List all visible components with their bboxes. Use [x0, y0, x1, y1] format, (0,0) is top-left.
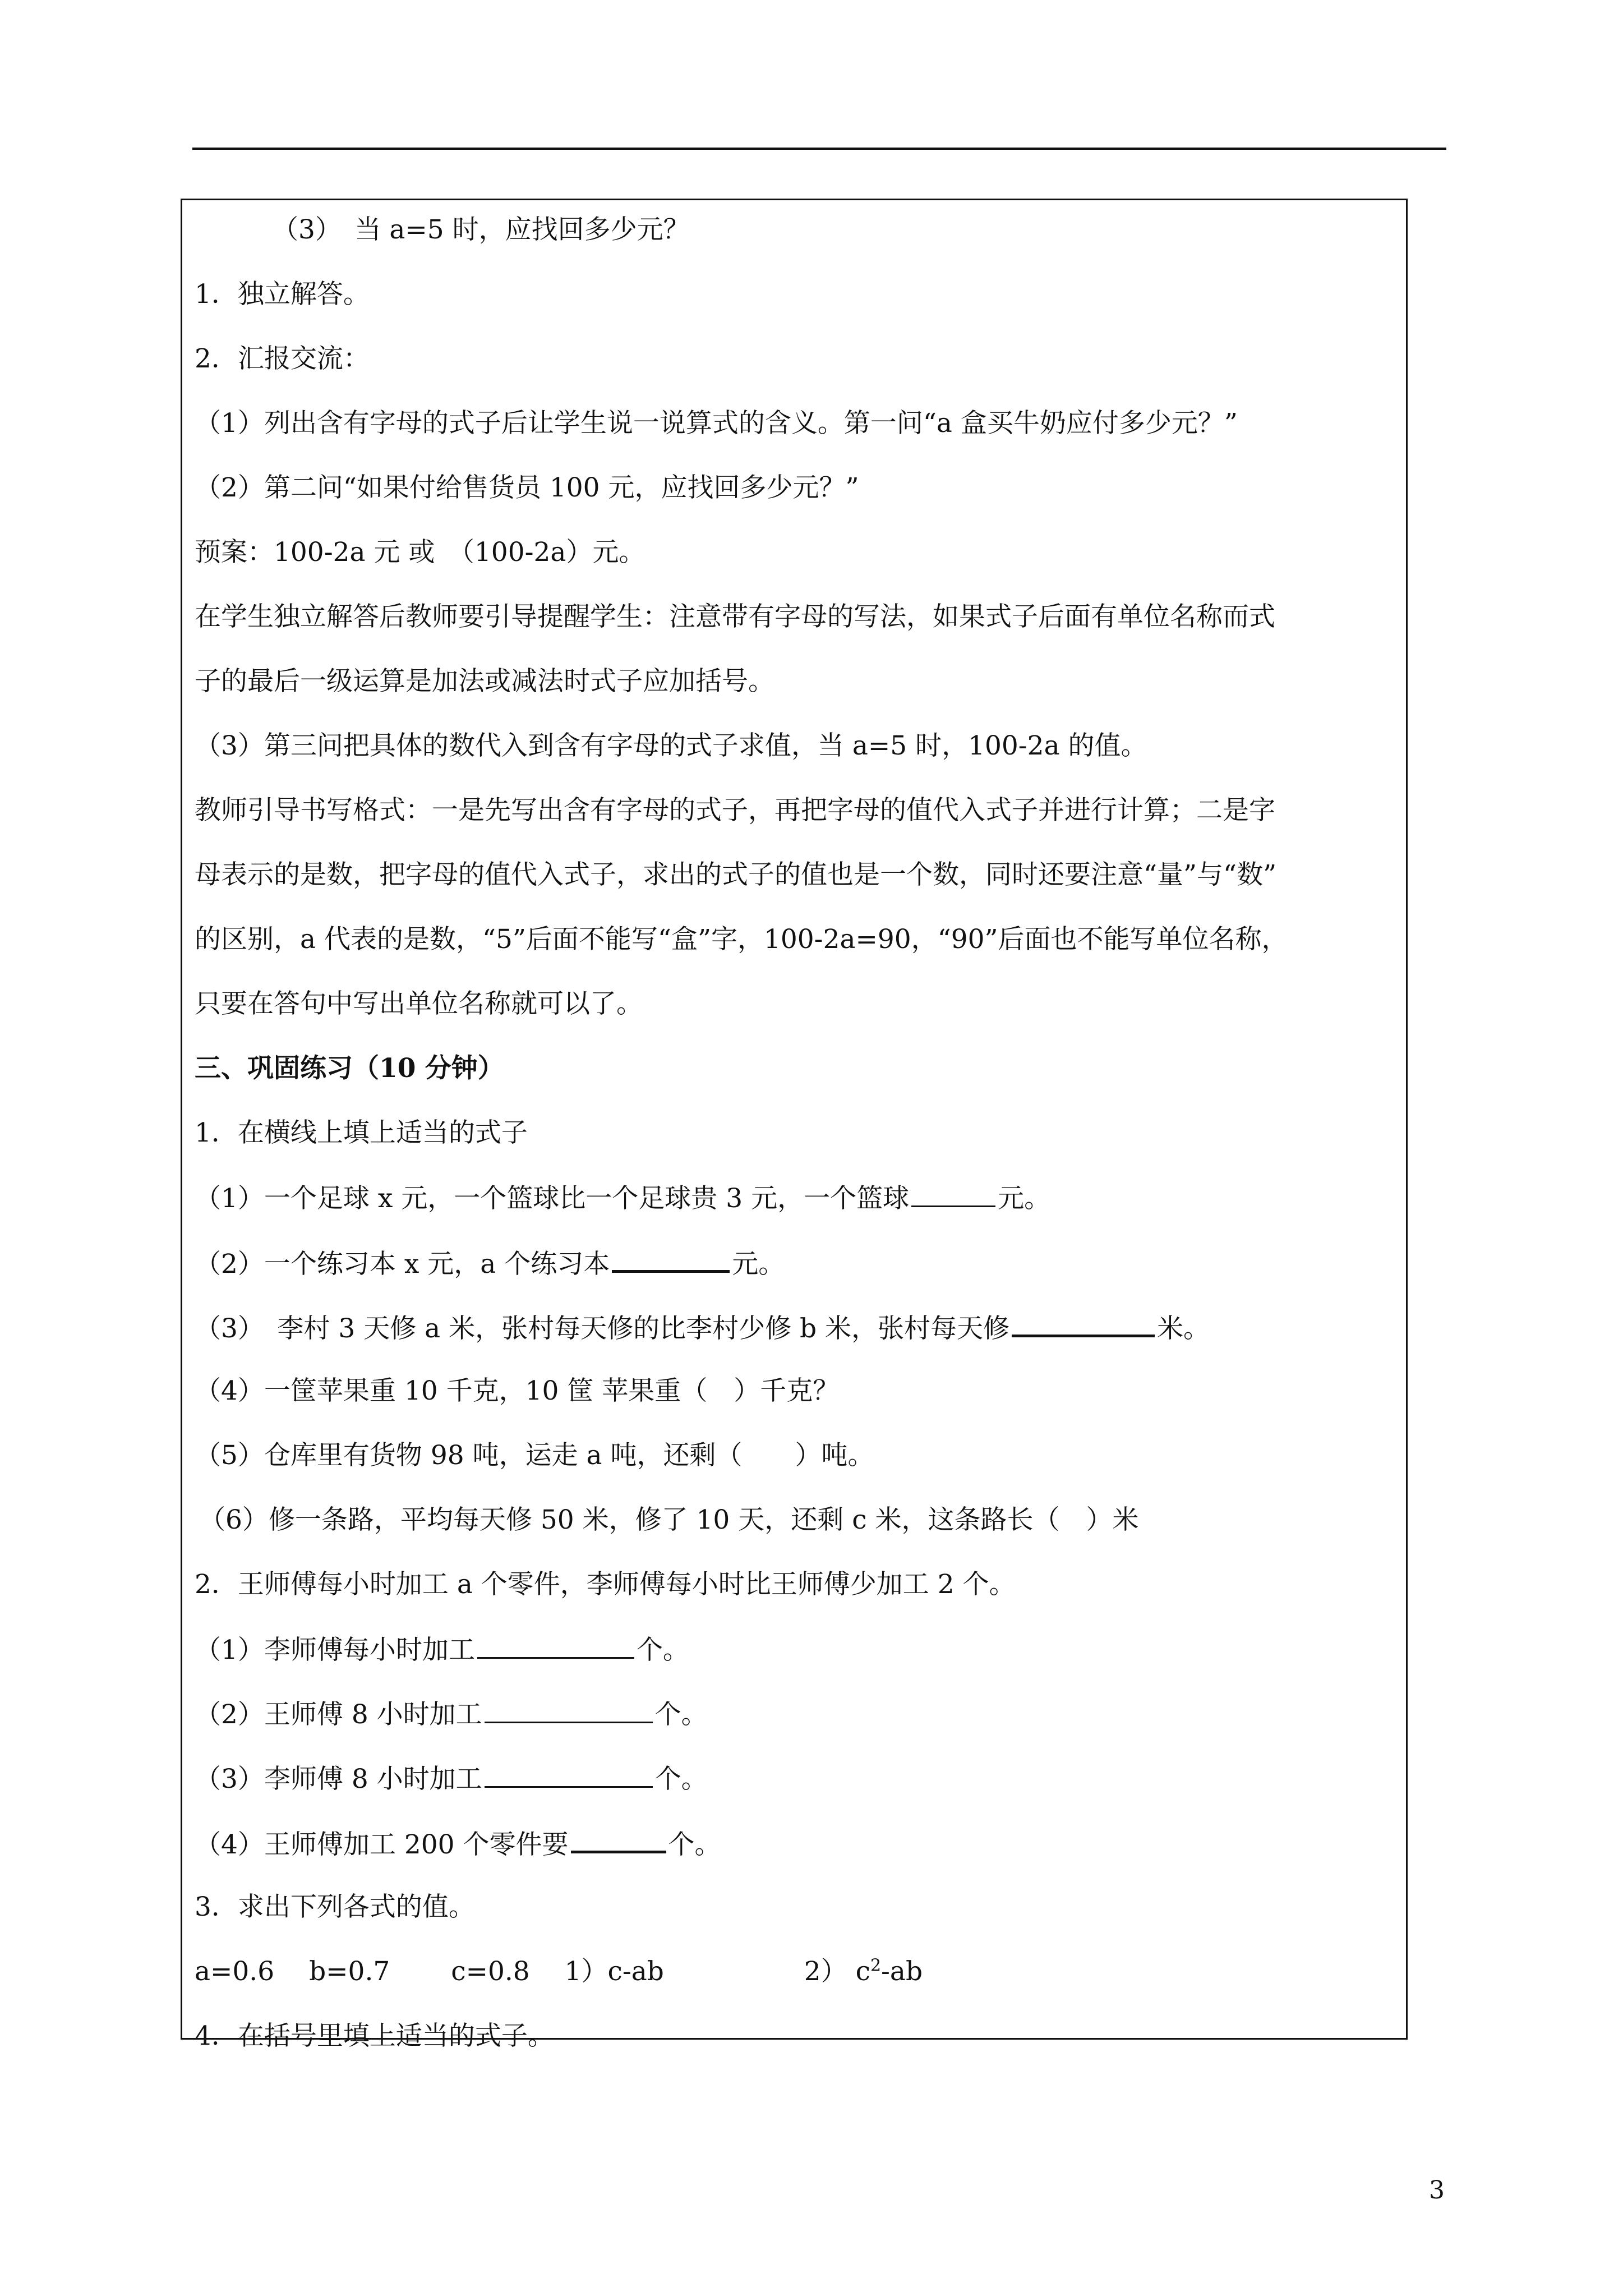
answer-blank[interactable] — [485, 1761, 653, 1788]
text-line: 教师引导书写格式：一是先写出含有字母的式子，再把字母的值代入式子并进行计算；二是字 — [195, 795, 1275, 826]
fill-in-line — [195, 1245, 785, 1281]
question-text: （4）王师傅加工 200 个零件要 — [195, 1829, 569, 1860]
page-number: 3 — [1429, 2176, 1445, 2205]
text-line: （3）第三问把具体的数代入到含有字母的式子求值，当 a=5 时，100-2a 的值。 — [195, 730, 1147, 761]
question-text: （2）一个练习本 x 元，a 个练习本 — [195, 1249, 610, 1280]
question-text: （3）李师傅 8 小时加工 — [195, 1764, 482, 1795]
fill-in-line — [195, 1761, 708, 1796]
unit-text: 元。 — [732, 1249, 785, 1280]
answer-blank[interactable] — [1012, 1310, 1155, 1337]
text-line: （4）一筐苹果重 10 千克，10 筐 苹果重（ ）千克？ — [195, 1375, 840, 1406]
text-line: （6）修一条路，平均每天修 50 米，修了 10 天，还剩 c 米，这条路长（ ）米 — [199, 1504, 1139, 1535]
answer-blank[interactable] — [477, 1632, 634, 1659]
question-text: （3） 李村 3 天修 a 米，张村每天修的比李村少修 b 米，张村每天修 — [195, 1313, 1010, 1344]
text-line: 母表示的是数，把字母的值代入式子，求出的式子的值也是一个数，同时还要注意“量”与“数” — [195, 859, 1277, 890]
text-line: 2．汇报交流： — [195, 343, 370, 374]
answer-blank[interactable] — [612, 1245, 730, 1273]
question-text: （2）王师傅 8 小时加工 — [195, 1699, 482, 1730]
fill-in-line — [195, 1826, 721, 1862]
text-line: 子的最后一级运算是加法或减法时式子应加括号。 — [195, 666, 774, 697]
question-text: （1）李师傅每小时加工 — [195, 1635, 475, 1665]
fill-in-line — [195, 1632, 689, 1667]
text-line: 3．求出下列各式的值。 — [195, 1892, 475, 1922]
unit-text: 个。 — [668, 1829, 721, 1860]
text-line: 只要在答句中写出单位名称就可以了。 — [195, 988, 643, 1019]
text-line: （1）列出含有字母的式子后让学生说一说算式的含义。第一问“a 盒买牛奶应付多少元？” — [195, 408, 1238, 439]
text-line: 1．在横线上填上适当的式子 — [195, 1117, 528, 1148]
header-rule — [192, 148, 1446, 150]
content-frame — [181, 199, 1408, 2051]
exponent: 2 — [870, 1955, 882, 1976]
fill-in-line — [195, 1181, 1050, 1216]
answer-blank[interactable] — [911, 1181, 995, 1207]
text-line: （2）第二问“如果付给售货员 100 元，应找回多少元？” — [195, 472, 859, 503]
fill-in-line — [195, 1697, 708, 1732]
text-line: 在学生独立解答后教师要引导提醒学生：注意带有字母的写法，如果式子后面有单位名称而式 — [195, 601, 1275, 632]
text-line: 4．在括号里填上适当的式子。 — [195, 2021, 554, 2051]
unit-text: 个。 — [636, 1635, 689, 1665]
text-line: 1．独立解答。 — [195, 279, 370, 310]
unit-text: 米。 — [1157, 1313, 1210, 1344]
text-line: （5）仓库里有货物 98 吨，运走 a 吨，还剩（ ）吨。 — [195, 1440, 874, 1471]
question-text: （1）一个足球 x 元，一个篮球比一个足球贵 3 元，一个篮球 — [195, 1183, 910, 1214]
formula-text: a=0.6 b=0.7 c=0.8 1）c-ab 2） c — [195, 1956, 870, 1987]
formula-text: -ab — [881, 1956, 923, 1987]
unit-text: 个。 — [654, 1699, 708, 1730]
answer-blank[interactable] — [485, 1697, 653, 1723]
unit-text: 元。 — [998, 1183, 1051, 1214]
formula-line — [195, 1955, 923, 1989]
text-line: 预案：100-2a 元 或 （100-2a）元。 — [195, 537, 645, 568]
text-line: 2．王师傅每小时加工 a 个零件，李师傅每小时比王师傅少加工 2 个。 — [195, 1569, 1016, 1600]
fill-in-line — [195, 1310, 1210, 1346]
section-heading: 三、巩固练习（10 分钟） — [195, 1053, 504, 1084]
text-line: （3） 当 a=5 时，应找回多少元？ — [272, 214, 690, 245]
unit-text: 个。 — [654, 1764, 708, 1795]
answer-blank[interactable] — [571, 1826, 666, 1853]
text-line: 的区别，a 代表的是数，“5”后面不能写“盒”字，100-2a=90，“90”后面也不能写单位名称， — [195, 924, 1288, 955]
